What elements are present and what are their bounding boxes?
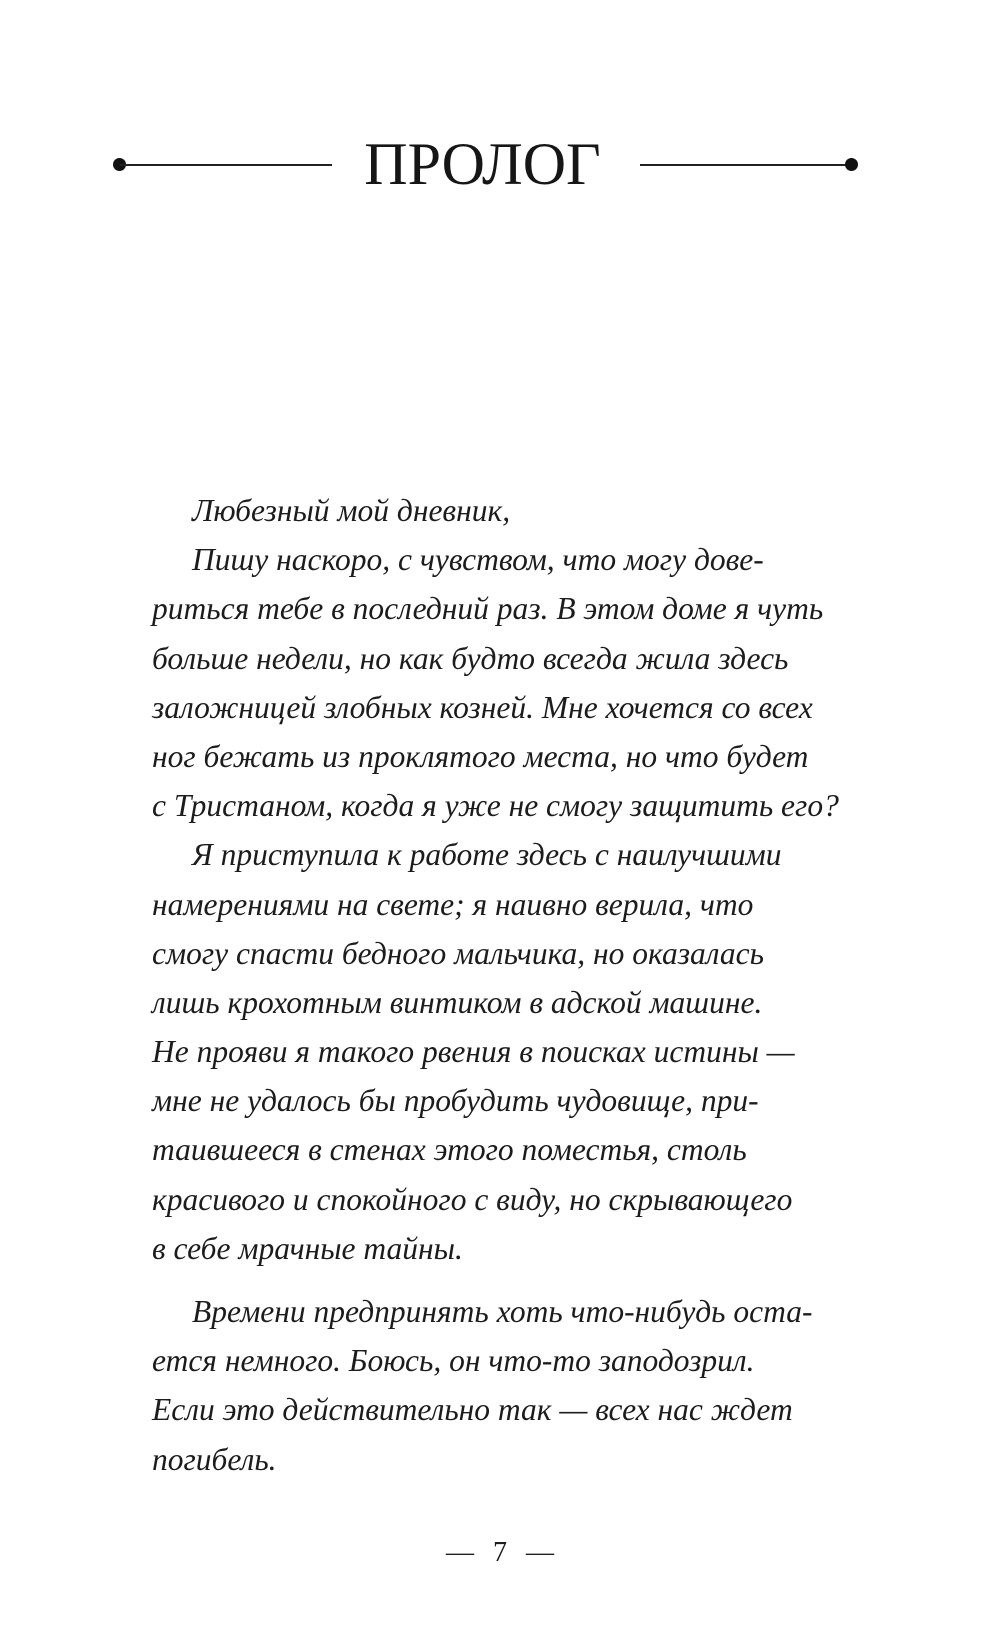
text-line: больше недели, но как будто всегда жила здесь [152,640,789,676]
text-line: намерениями на свете; я наивно верила, что [152,886,754,922]
text-line: Пишу наскоро, с чувством, что могу дове- [192,542,764,578]
ornament-rule-right [640,164,852,166]
text-line: Любезный мой дневник, [192,493,511,528]
ornament-dot-right [845,158,858,171]
chapter-heading [0,128,1000,208]
text-line: смогу спасти бедного мальчика, но оказалась [152,935,764,971]
text-line: Я приступила к работе здесь с наилучшими [192,837,782,873]
ornament-rule-left [120,164,332,166]
text-line: в себе мрачные тайны. [152,1230,463,1266]
diary-text [152,486,864,1484]
page-number: — 7 — [446,1537,554,1568]
text-line: заложницей злобных козней. Мне хочется со всех [152,689,813,725]
text-line: Времени предпринять хоть что-нибудь оста- [192,1294,813,1329]
text-line: красивого и спокойного с виду, но скрывающего [152,1181,793,1217]
text-line: с Тристаном, когда я уже не смогу защитить его? [152,788,839,824]
chapter-title: ПРОЛОГ [364,131,601,197]
text-line: ног бежать из проклятого места, но что будет [152,738,809,774]
text-line: ется немного. Боюсь, он что-то заподозрил. [152,1343,755,1379]
text-line: погибель. [152,1441,277,1477]
text-line: лишь крохотным винтиком в адской машине. [152,984,763,1020]
text-line: мне не удалось бы пробудить чудовище, при- [152,1083,759,1119]
text-line: Если это действительно так — всех нас ждет [152,1392,793,1428]
text-line: риться тебе в последний раз. В этом доме я чуть [152,591,824,627]
text-line: таившееся в стенах этого поместья, столь [152,1132,747,1168]
text-line: Не прояви я такого рвения в поисках истины — [152,1034,795,1070]
